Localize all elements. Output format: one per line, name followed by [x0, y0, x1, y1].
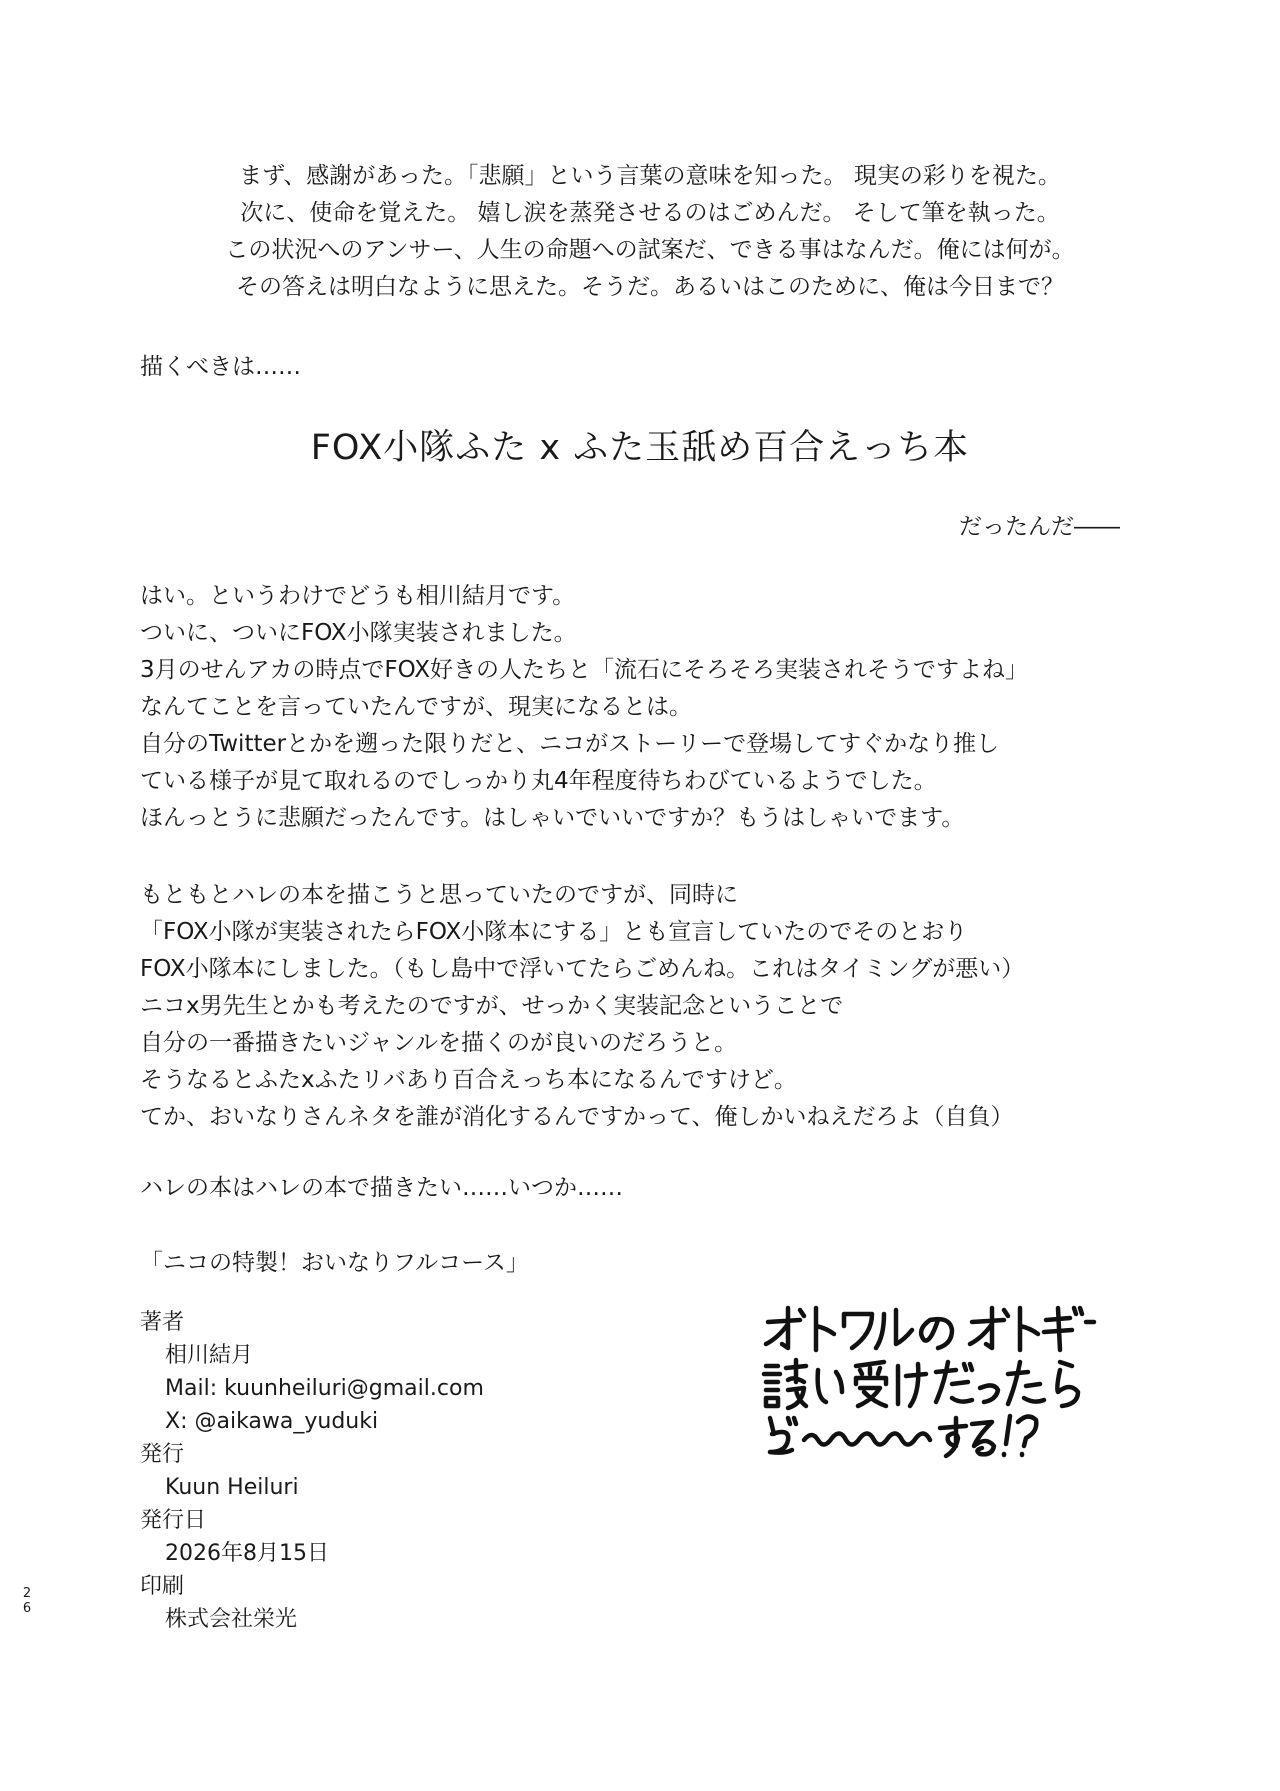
paragraph-line: 自分の一番描きたいジャンルを描くのが良いのだろうと。 [140, 1030, 737, 1056]
book-name [140, 1245, 1140, 1282]
author-x-account: X: @aikawa_yuduki [165, 1409, 379, 1434]
paragraph-line: 自分のTwitterとかを遡った限りだと、ニコがストーリーで登場してすぐかなり推し [140, 731, 1000, 757]
paragraph-line: ている様子が見て取れるのでしっかり丸4年程度待ちわびているようでした。 [140, 768, 937, 794]
handwritten-line-2 [764, 1360, 1078, 1408]
page-number-digit: 2 [22, 1586, 32, 1601]
publisher-heading: 発行 [140, 1442, 185, 1467]
publisher-name: Kuun Heiluri [165, 1475, 299, 1500]
intro-line: 次に、使命を覚えた。 嬉し涙を蒸発させるのはごめんだ。 そして筆を執った。 [240, 200, 1060, 226]
paragraph-line: はい。というわけでどうも相川結月です。 [140, 583, 576, 609]
author-heading: 著者 [140, 1310, 185, 1335]
lead-text: 描くべきは…… [140, 354, 301, 380]
page-number-digit: 6 [22, 1601, 32, 1616]
author-mail: Mail: kuunheiluri@gmail.com [165, 1376, 484, 1401]
paragraph-line: ほんっとうに悲願だったんです。はしゃいでいいですか？もうはしゃいでます。 [140, 805, 965, 831]
paragraph-line: 3月のせんアカの時点でFOX好きの人たちと「流石にそろそろ実装されそうですよね」 [140, 657, 1029, 683]
paragraph-line: ついに、ついにFOX小隊実装されました。 [140, 620, 577, 646]
closing-phrase: だったんだ―― [959, 514, 1120, 540]
afterword-paragraph-3 [140, 1170, 1140, 1207]
author-name: 相川結月 [165, 1343, 254, 1368]
afterword-paragraph-2 [140, 877, 1140, 1136]
handwritten-line-1 [766, 1308, 1094, 1350]
paragraph-line: FOX小隊本にしました。（もし島中で浮いてたらごめんね。これはタイミングが悪い） [140, 956, 1025, 982]
book-name-text: 「ニコの特製！おいなりフルコース」 [140, 1250, 529, 1276]
intro-line: まず、感謝があった。「悲願」という言葉の意味を知った。 現実の彩りを視た。 [239, 163, 1061, 189]
printer-heading: 印刷 [140, 1574, 185, 1599]
printer-name: 株式会社栄光 [165, 1607, 298, 1632]
paragraph-line: 「FOX小隊が実装されたらFOX小隊本にする」とも宣言していたのでそのとおり [140, 919, 968, 945]
paragraph-line: もともとハレの本を描こうと思っていたのですが、同時に [140, 882, 738, 908]
book-title: FOX小隊ふた x ふた玉舐め百合えっち本 [310, 428, 970, 468]
handwritten-note [760, 1300, 1100, 1465]
handwritten-line-3 [770, 1416, 1036, 1456]
intro-line: その答えは明白なように思えた。そうだ。あるいはこのために、俺は今日まで？ [236, 274, 1064, 300]
paragraph-line: なんてことを言っていたんですが、現実になるとは。 [140, 694, 692, 720]
intro-line: この状況へのアンサー、人生の命題への試案だ、できる事はなんだ。俺には何が。 [225, 237, 1075, 263]
publication-date: 2026年8月15日 [165, 1541, 329, 1566]
paragraph-line: そうなるとふたxふたリバあり百合えっち本になるんですけど。 [140, 1067, 797, 1093]
afterword-paragraph-1 [140, 578, 1140, 837]
date-heading: 発行日 [140, 1508, 207, 1533]
intro-verse [140, 158, 1160, 306]
paragraph-line: てか、おいなりさんネタを誰が消化するんですかって、俺しかいねえだろよ（自負） [140, 1104, 1014, 1130]
colophon [140, 1306, 484, 1636]
paragraph-line: ハレの本はハレの本で描きたい……いつか…… [140, 1175, 623, 1201]
page-number [20, 1586, 34, 1616]
paragraph-line: ニコx男先生とかも考えたのですが、せっかく実装記念ということで [140, 993, 844, 1019]
